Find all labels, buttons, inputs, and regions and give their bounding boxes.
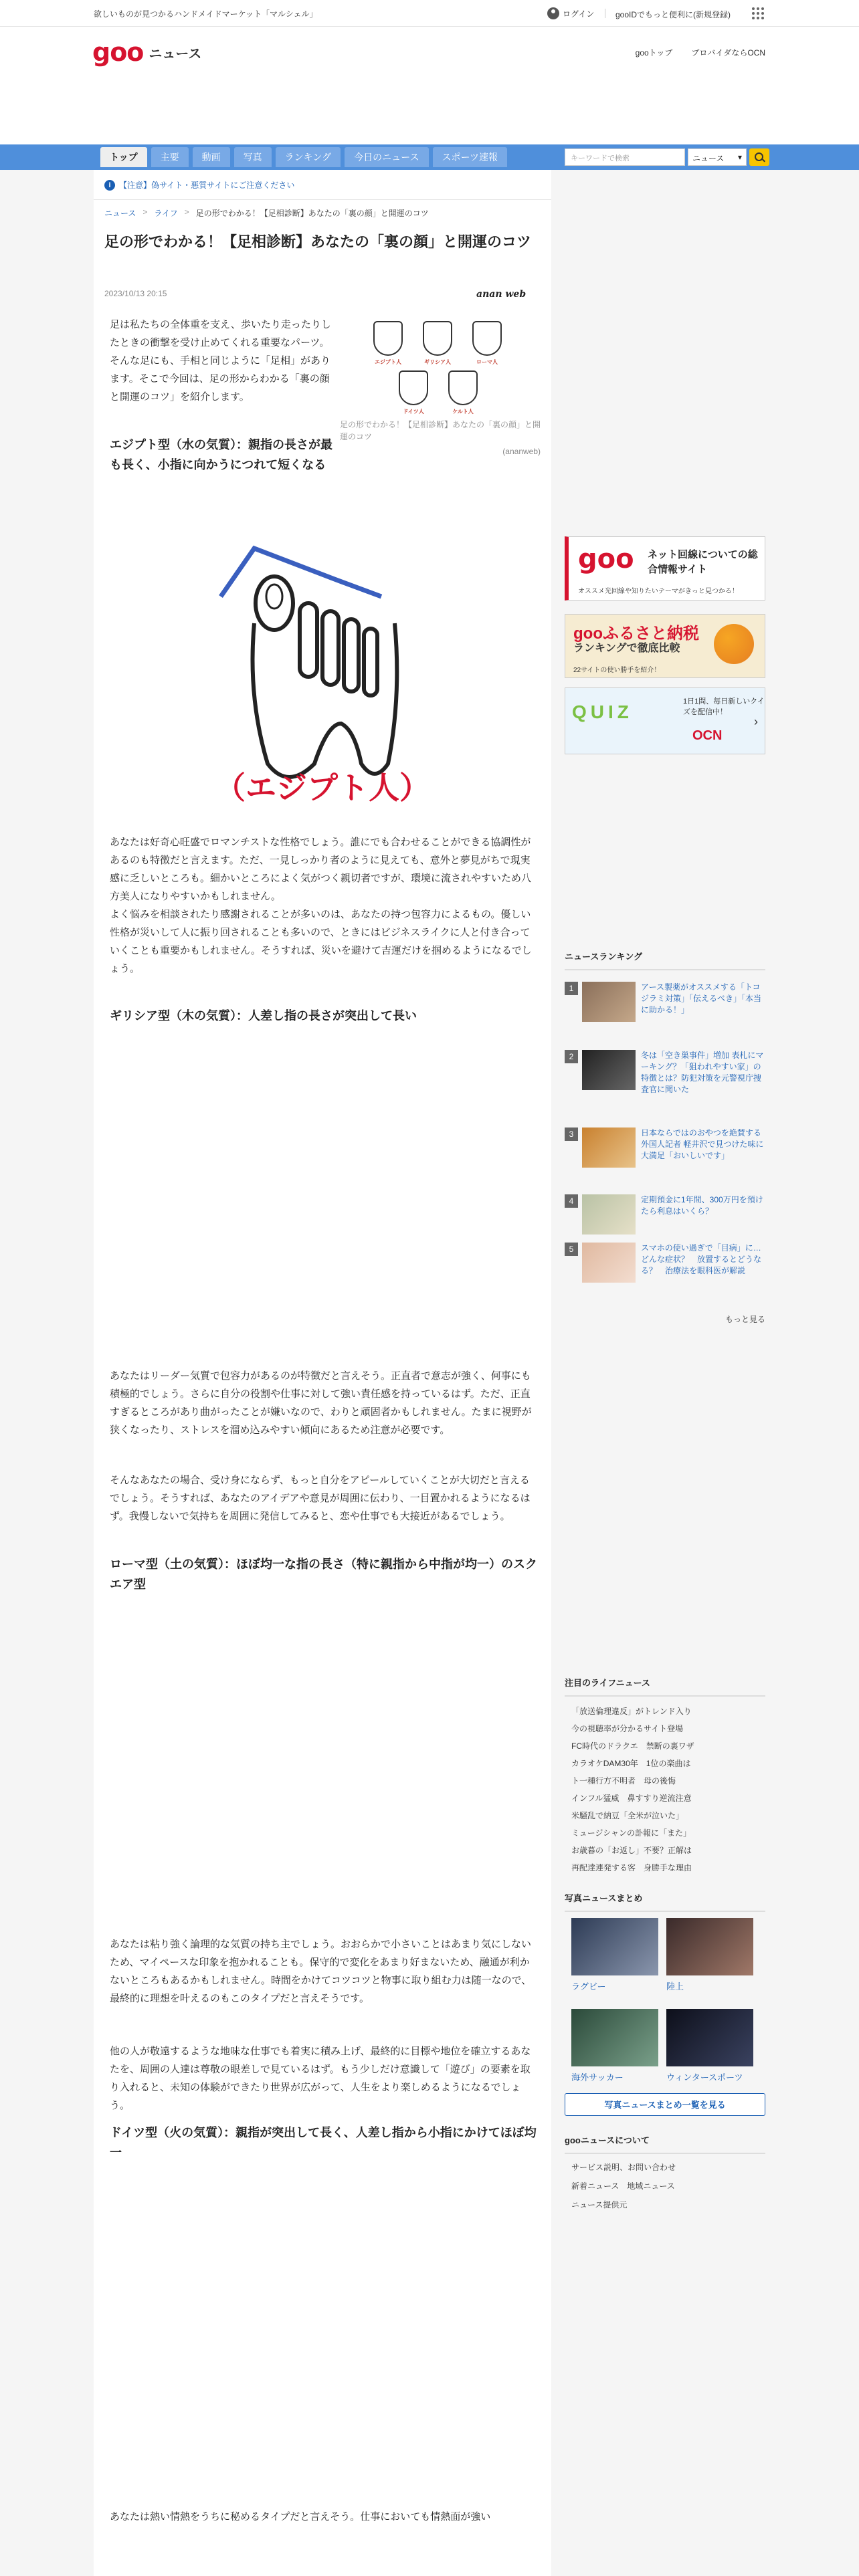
photo-label[interactable]: 海外サッカー (571, 2072, 624, 2082)
life-news-item[interactable]: ト一種行方不明者 母の後悔 (571, 1776, 676, 1786)
ranking-text: 日本ならではのおやつを絶賛する外国人記者 軽井沢で見つけた味に大満足「おいしいです」 (641, 1128, 764, 1160)
breadcrumb-life[interactable]: ライフ (154, 209, 178, 218)
login-link[interactable] (547, 7, 594, 19)
foot-label: ギリシア人 (424, 359, 451, 365)
ocn-logo: OCN (692, 728, 723, 743)
user-icon (547, 7, 559, 19)
search-scope-select[interactable] (688, 148, 747, 166)
tab-photo[interactable]: 写真 (234, 147, 272, 167)
photo-list-button[interactable]: 写真ニュースまとめ一覧を見る (565, 2093, 765, 2116)
photo-rugby[interactable] (571, 1918, 658, 1975)
ranking-item[interactable] (565, 1050, 765, 1101)
quiz-logo: QUIZ (572, 702, 633, 722)
scam-notice-link[interactable] (104, 179, 294, 191)
login-label: ログイン (563, 9, 595, 19)
ranking-thumbnail (582, 1050, 636, 1090)
ranking-item[interactable] (565, 1243, 765, 1293)
life-news-item[interactable]: インフル猛威 鼻すすり逆流注意 (571, 1794, 692, 1803)
article-figure[interactable] (340, 316, 541, 456)
ranking-text: 冬は「空き巣事件」増加 表札にマーキング？「狙われやすい家」の特徴とは？防犯対策を元警視庁捜査官に聞いた (641, 1051, 764, 1094)
photo-track[interactable] (666, 1918, 753, 1975)
section-heading: ローマ型（土の気質）：ほぼ均一な指の長さ（特に親指から中指が均一）のスクエア型 (110, 1558, 537, 1591)
foot-shape (399, 370, 428, 405)
foot-shape (472, 321, 502, 356)
ranking-thumbnail (582, 1128, 636, 1168)
banner-subtitle: 22サイトの使い勝手を紹介！ (573, 667, 661, 674)
article-paragraph: よく悩みを相談されたり感謝されることが多いのは、あなたの持つ包容力によるもの。優しい性格が災いして人に振り回されることも多いので、ときにはビジネスライクに人と付き合っていくことも重要かもしれません。そうすれば、災いを避けて吉運だけを掴めるようになるでしょう。 (110, 909, 532, 974)
photo-label[interactable]: ウィンタースポーツ (666, 2072, 743, 2082)
internet-line-banner[interactable] (565, 536, 765, 601)
foot-types-illustration (369, 316, 510, 416)
life-news-item[interactable]: FC時代のドラクエ 禁断の裏ワザ (571, 1741, 694, 1751)
app-grid-icon[interactable] (752, 7, 764, 19)
furusato-logo: gooふるさと納税 (573, 625, 699, 643)
quiz-banner[interactable] (565, 687, 765, 754)
life-news-item[interactable]: お歳暮の「お返し」不要？正解は (571, 1846, 692, 1855)
life-news-item[interactable]: 「放送倫理違反」がトレンド入り (571, 1707, 692, 1716)
source-logo: anan web (476, 289, 527, 300)
search-input[interactable]: キーワードで検索 (565, 148, 685, 166)
article-date: 2023/10/13 20:15 (104, 289, 167, 298)
ranking-item[interactable] (565, 982, 765, 1033)
life-news-item[interactable]: 米騒乱で納豆「全米が泣いた」 (571, 1811, 684, 1820)
goo-banner-logo: goo (578, 544, 634, 574)
rank-number: 4 (565, 1194, 578, 1208)
top-bar (0, 0, 859, 27)
info-icon: i (104, 180, 115, 191)
promo-link[interactable]: 欲しいものが見つかるハンドメイドマーケット「マルシェル」 (94, 9, 318, 19)
figure-caption: 足の形でわかる！【足相診断】あなたの「裏の顔」と開運のコツ (340, 420, 541, 441)
ranking-thumbnail (582, 982, 636, 1022)
life-news-item[interactable]: ミュージシャンの訃報に「また」 (571, 1828, 691, 1838)
photo-soccer[interactable] (571, 2009, 658, 2066)
foot-label: ケルト人 (452, 409, 474, 415)
goo-logo-text: goo (92, 37, 144, 67)
banner-subtitle: オススメ光回線や知りたいテーマがきっと見つかる！ (578, 588, 739, 595)
news-logo-label: ニュース (149, 47, 202, 62)
ranking-thumbnail (582, 1194, 636, 1235)
page-title: 足の形でわかる！【足相診断】あなたの「裏の顔」と開運のコツ (104, 233, 532, 250)
ranking-text: 定期預金に1年間、300万円を預けたら利息はいくら？ (641, 1195, 763, 1216)
site-header (0, 27, 859, 144)
banner-title: ネット回線についての総合情報サイト (648, 549, 758, 575)
article-paragraph: 他の人が敬遠するような地味な仕事でも着実に積み上げ、最終的に目標や地位を確立するあなたを、周囲の人達は尊敬の眼差しで見ているはず。もう少しだけ意識して「遊び」の要素を取り入れると、未知の体験ができたり世界が広がって、人生をより楽しめるようになるでしょう。 (110, 2046, 531, 2111)
ocn-link[interactable]: プロバイダならOCN (691, 48, 765, 58)
chevron-right-icon: > (142, 207, 148, 217)
article-paragraph: あなたはリーダー気質で包容力があるのが特徴だと言えそう。正直者で意志が強く、何事にも積極的でしょう。さらに自分の役割や仕事に対して強い責任感を持っているはず。ただ、正直すぎるところがあり曲がったことが嫌いなので、わりと頑固者かもしれません。たまに視野が狭くなったり、ストレスを溜め込みやすい傾向にあるため注意が必要です。 (110, 1370, 532, 1436)
photo-news-title: 写真ニュースまとめ (565, 1891, 765, 1912)
foot-label: ドイツ人 (403, 409, 424, 415)
ranking-item[interactable] (565, 1128, 765, 1178)
section-heading: エジプト型（水の気質）：親指の長さが最も長く、小指に向かうにつれて短くなる (110, 438, 332, 471)
foot-label: ローマ人 (476, 359, 498, 365)
header-links (636, 47, 765, 58)
divider (94, 199, 551, 200)
foot-shape (423, 321, 452, 356)
article-intro: 足は私たちの全体重を支え、歩いたり走ったりしたときの衝撃を受け止めてくれる重要なパーツ。そんな足にも、手相と同じように「足相」があります。そこで今回は、足の形からわかる「裏の顔と開運のコツ」を紹介します。 (110, 319, 331, 403)
sidebar (551, 170, 765, 2576)
photo-label[interactable]: 陸上 (666, 1981, 684, 1992)
about-title: gooニュースについて (565, 2133, 765, 2154)
life-news-title: 注目のライフニュース (565, 1676, 765, 1697)
breadcrumb-news[interactable]: ニュース (104, 209, 136, 218)
vegetable-image (714, 624, 754, 664)
chevron-right-icon: > (184, 207, 189, 217)
about-link[interactable]: サービス説明、お問い合わせ (571, 2163, 676, 2172)
rank-number: 2 (565, 1050, 578, 1063)
ranking-item[interactable] (565, 1194, 765, 1245)
nav-tabs (100, 147, 507, 167)
rank-number: 1 (565, 982, 578, 995)
about-link[interactable]: 新着ニュース 地域ニュース (571, 2181, 675, 2191)
banner-title: 1日1問、毎日新しいクイズを配信中！ (683, 697, 765, 716)
tab-main[interactable]: 主要 (151, 147, 189, 167)
tab-today[interactable]: 今日のニュース (345, 147, 428, 167)
tab-top[interactable]: トップ (100, 147, 147, 167)
goo-top-link[interactable]: gooトップ (635, 48, 673, 58)
tab-sports[interactable]: スポーツ速報 (433, 147, 507, 167)
banner-title: ランキングで徹底比較 (573, 643, 680, 654)
foot-shape (373, 321, 403, 356)
life-news-item[interactable]: 再配達連発する客 身勝手な理由 (571, 1863, 692, 1872)
photo-label[interactable]: ラグビー (571, 1981, 606, 1992)
rank-number: 3 (565, 1128, 578, 1141)
search-button[interactable] (749, 148, 769, 166)
rank-number: 5 (565, 1243, 578, 1256)
life-news-item[interactable]: 今の視聴率が分かるサイト登場 (571, 1724, 684, 1733)
article-paragraph: あなたは粘り強く論理的な気質の持ち主でしょう。おおらかで小さいことはあまり気にしないため、マイペースな印象を抱かれることも。保守的で変化をあまり好まないため、融通が利かないところもあるかもしれません。時間をかけてコツコツと物事に取り組む力は随一なので、最終的に理想を叶えるのもこのタイプだと言えそうです。 (110, 1939, 532, 2004)
section-heading: ギリシア型（木の気質）：人差し指の長さが突出して長い (110, 1009, 417, 1023)
egypt-type-label: （エジプト人） (215, 770, 430, 805)
search-form (565, 148, 769, 166)
ranking-text: アース製薬がオススメする「トコジラミ対策」「伝えるべき」「本当に助かる！」 (641, 982, 762, 1014)
ranking-thumbnail (582, 1243, 636, 1283)
breadcrumb-current: 足の形でわかる！【足相診断】あなたの「裏の顔」と開運のコツ (195, 209, 429, 218)
chevron-down-icon: ▾ (737, 152, 742, 162)
goo-id-link[interactable]: gooIDでもっと便利に(新規登録) (615, 10, 731, 19)
ranking-text: スマホの使い過ぎで「目病」に…どんな症状？ 放置するとどうなる？ 治療法を眼科医が解説 (641, 1243, 762, 1275)
article-column (94, 170, 551, 2576)
ranking-title: ニュースランキング (565, 950, 765, 970)
ranking-more-link[interactable]: もっと見る (725, 1315, 765, 1324)
egypt-foot-illustration (214, 523, 428, 790)
foot-label: エジプト人 (375, 359, 401, 365)
figure-credit: (ananweb) (502, 447, 541, 456)
chevron-right-icon: › (754, 715, 758, 728)
article-paragraph: そんなあなたの場合、受け身にならず、もっと自分をアピールしていくことが大切だと言えるでしょう。そうすれば、あなたのアイデアや意見が周囲に伝わり、一目置かれるようになるはず。我慢しないで気持ちを周囲に発信してみると、恋や仕事でも大接近があるでしょう。 (110, 1475, 531, 1522)
article-paragraph: あなたは熱い情熱をうちに秘めるタイプだと言えそう。仕事においても情熱面が強い (110, 2511, 491, 2523)
breadcrumb (104, 207, 429, 219)
search-scope-value: ニュース (692, 154, 725, 163)
life-news-item[interactable]: カラオケDAM30年 1位の楽曲は (571, 1759, 691, 1768)
notice-text: 【注意】偽サイト・悪質サイトにご注意ください (119, 181, 295, 190)
furusato-banner[interactable] (565, 614, 765, 678)
photo-winter[interactable] (666, 2009, 753, 2066)
article-paragraph: あなたは好奇心旺盛でロマンチストな性格でしょう。誰にでも合わせることができる協調性があるのも特徴だと言えます。ただ、一見しっかり者のように見えても、意外と夢見がちで現実感に乏しいところも。細かいところによく気がつく親切者ですが、環境に流されやすいため八方美人になりやすいかもしれません。 (110, 837, 532, 902)
tab-ranking[interactable]: ランキング (276, 147, 341, 167)
section-heading: ドイツ型（火の気質）：親指が突出して長く、人差し指から小指にかけてほぼ均一 (110, 2126, 537, 2159)
global-nav (0, 144, 859, 170)
foot-shape (448, 370, 478, 405)
about-link[interactable]: ニュース提供元 (571, 2200, 628, 2210)
goo-news-logo[interactable] (92, 39, 201, 66)
tab-video[interactable]: 動画 (193, 147, 230, 167)
